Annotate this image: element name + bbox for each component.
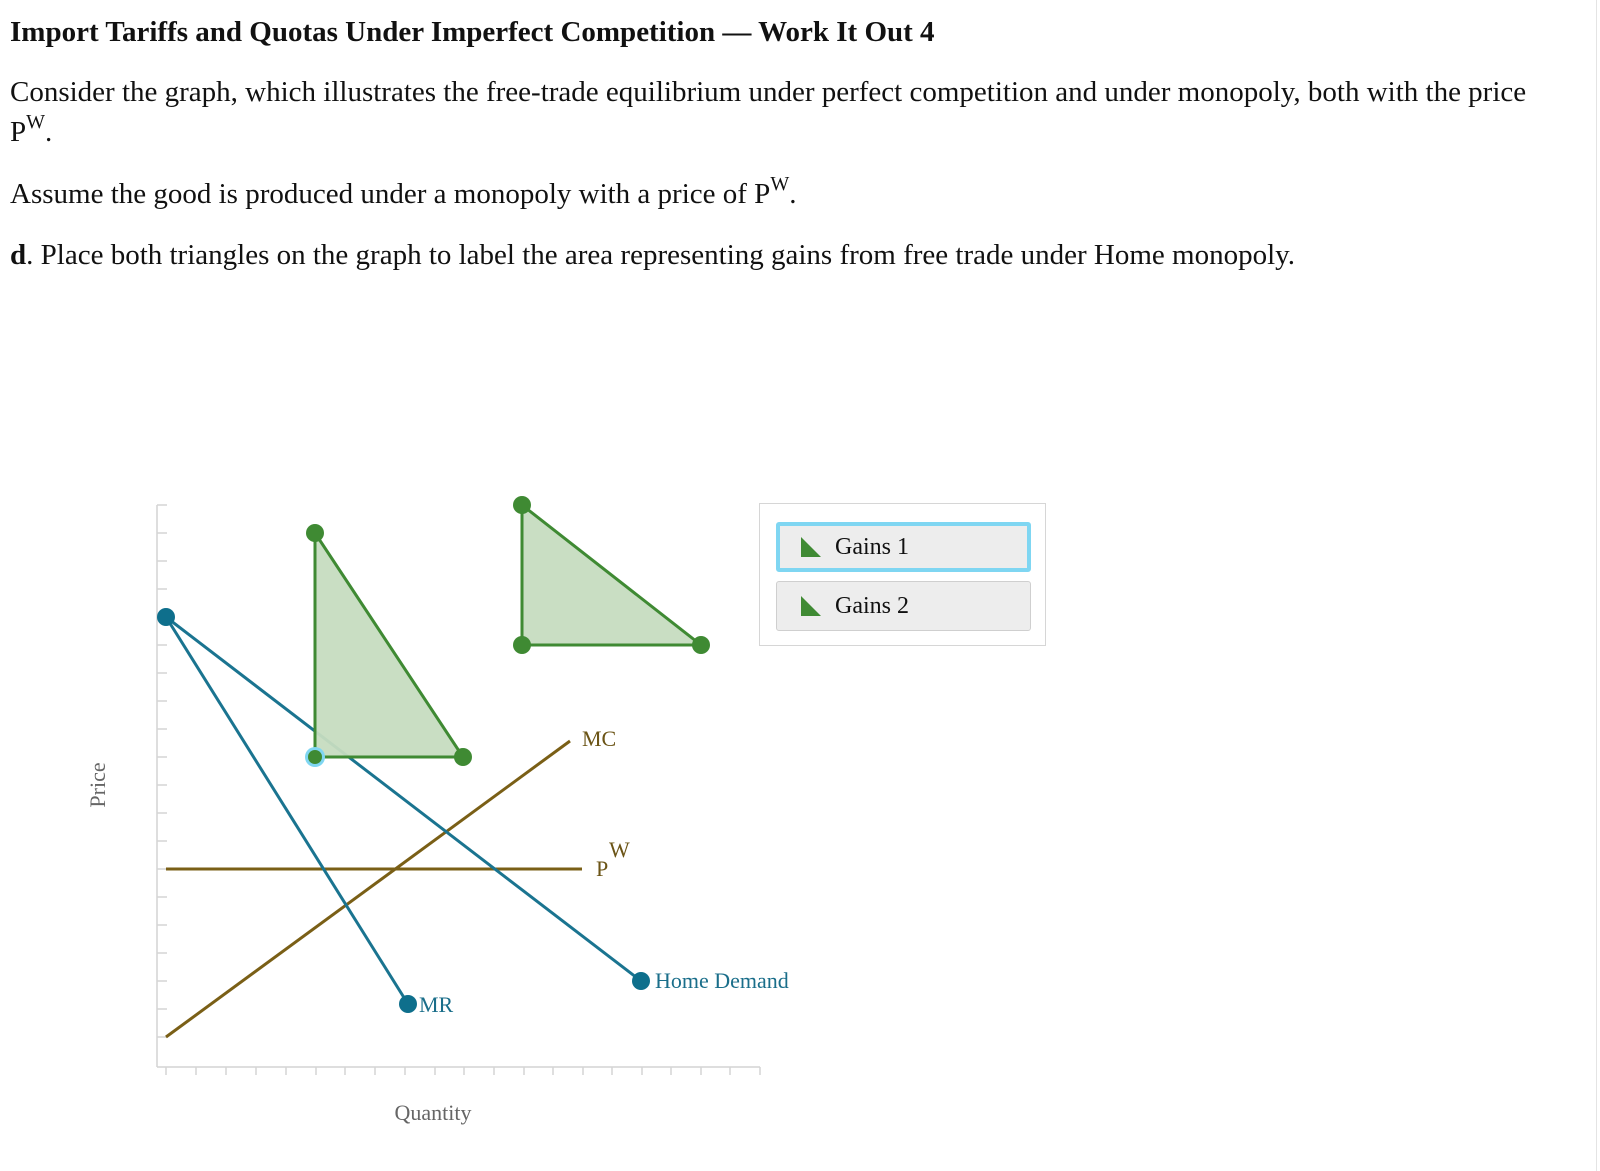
gains-1-triangle[interactable] [305, 524, 472, 767]
gains-1-label: Gains 1 [835, 534, 909, 560]
mc-label: MC [582, 726, 617, 751]
page-edge-divider [1596, 0, 1597, 1171]
mr-label: MR [419, 992, 454, 1017]
mc-curve[interactable] [166, 741, 570, 1037]
pw-label-p: P [596, 856, 609, 881]
x-axis [157, 1067, 760, 1075]
gains-2-triangle[interactable] [513, 496, 710, 654]
triangle-icon [801, 537, 821, 557]
home-demand-label: Home Demand [655, 968, 789, 993]
gains-2-tool-button[interactable] [776, 581, 1031, 631]
gains-1-vertex-top[interactable] [306, 524, 324, 542]
intro-text: Consider the graph, which illustrates the free-trade equilibrium under perfect competition and under monopoly, both with the price P [10, 76, 1527, 148]
x-axis-label: Quantity [394, 1100, 472, 1125]
pw-label-w: W [609, 837, 630, 862]
intro-end: . [45, 116, 53, 148]
demand-start-point[interactable] [157, 608, 175, 626]
gains-2-vertex-corner[interactable] [513, 636, 531, 654]
gains-2-vertex-right[interactable] [692, 636, 710, 654]
gains-1-vertex-right[interactable] [454, 748, 472, 766]
y-axis-label: Price [85, 762, 110, 808]
mr-end-point[interactable] [399, 995, 417, 1013]
gains-1-vertex-corner[interactable] [308, 750, 322, 764]
triangle-icon [801, 596, 821, 616]
part-letter: d [10, 239, 27, 271]
assumption-text: Assume the good is produced under a monopoly with a price of P [10, 178, 771, 210]
gains-1-tool-button[interactable] [776, 522, 1031, 572]
intro-superscript: W [26, 111, 46, 134]
gains-2-vertex-top[interactable] [513, 496, 531, 514]
gains-2-label: Gains 2 [835, 593, 909, 619]
demand-end-point[interactable] [632, 972, 650, 990]
y-axis [157, 505, 167, 1067]
assumption-end: . [789, 178, 797, 210]
assumption-superscript: W [770, 173, 790, 196]
triangle-tool-panel [759, 503, 1046, 646]
part-d-text: . Place both triangles on the graph to label the area representing gains from free trade under Home monopoly. [26, 239, 1295, 271]
page-title: Import Tariffs and Quotas Under Imperfect Competition — Work It Out 4 [10, 16, 935, 48]
